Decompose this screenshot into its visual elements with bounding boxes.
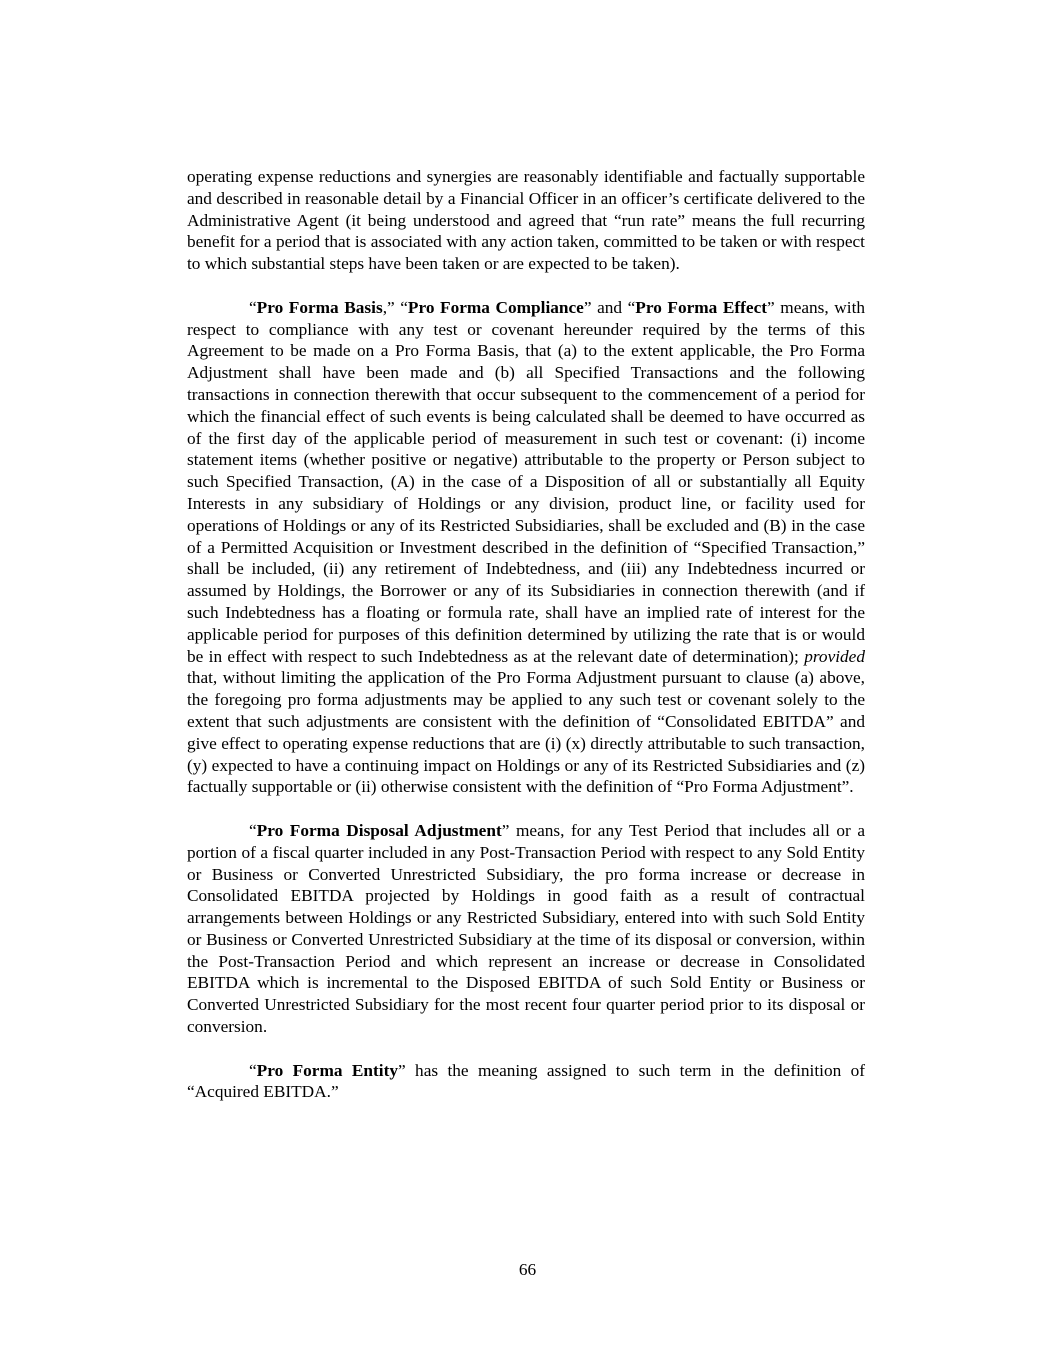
defined-term-pro-forma-basis: Pro Forma Basis	[256, 297, 383, 317]
definition-text: ” has the meaning assigned to such term in the definition of “Acquired EBITDA.”	[187, 1060, 866, 1102]
defined-term-pro-forma-compliance: Pro Forma Compliance	[407, 297, 584, 317]
italic-provided: provided	[804, 646, 865, 666]
definition-pro-forma-entity	[187, 1060, 865, 1104]
definition-text: ” means, for any Test Period that includes all or a portion of a fiscal quarter included in any Post-Transaction Period with respect to any Sold Entity or Business or Converted Unrestricted Subsidiary, the pro forma increase or decrease in Consolidated EBITDA projected by Holdings in good faith as a result of contractual arrangements between Holdings or any Restricted Subsidiary, entered into with such Sold Entity or Business or Converted Unrestricted Subsidiary at the time of its disposal or conversion, within the Post-Transaction Period and which represent an increase or decrease in Consolidated EBITDA which is incremental to the Disposed EBITDA of such Sold Entity or Business or Converted Unrestricted Subsidiary for the most recent four quarter period prior to its disposal or conversion.	[187, 820, 866, 1037]
definition-text: that, without limiting the application of the Pro Forma Adjustment pursuant to clause (a) above, the foregoing pro forma adjustments may be applied to any such test or covenant solely to the extent that such adjustments are consistent with the definition of “Consolidated EBITDA” and give effect to operating expense reductions that are (i) (x) directly attributable to such transaction, (y) expected to have a continuing impact on Holdings or any of its Restricted Subsidiaries and (z) factually supportable or (ii) otherwise consistent with the definition of “Pro Forma Adjustment”.	[187, 668, 865, 797]
quote-mark: “	[249, 297, 257, 317]
definition-text: ,” “	[382, 297, 408, 317]
paragraph-run-rate-continuation	[187, 166, 865, 275]
quote-mark: “	[249, 820, 257, 840]
defined-term-pro-forma-effect: Pro Forma Effect	[635, 297, 768, 317]
quote-mark: “	[249, 1060, 257, 1080]
page-number: 66	[518, 1260, 537, 1279]
definition-text: ” means, with respect to compliance with any test or covenant hereunder required by the terms of this Agreement to be made on a Pro Forma Basis, that (a) to the extent applicable, the Pro Forma Adjustment shall have been made and (b) all Specified Transactions and the following transactions in connection therewith that occur subsequent to the commencement of a period for which the financial effect of such events is being calculated shall be deemed to have occurred as of the first day of the applicable period of measurement in such test or covenant: (i) income statement items (whether positive or negative) attributable to the property or Person subject to such Specified Transaction, (A) in the case of a Disposition of all or substantially all Equity Interests in any subsidiary of Holdings or any division, product line, or facility used for operations of Holdings or any of its Restricted Subsidiaries, shall be excluded and (B) in the case of a Permitted Acquisition or Investment described in the definition of “Specified Transaction,” shall be included, (ii) any retirement of Indebtedness, and (iii) any Indebtedness incurred or assumed by Holdings, the Borrower or any of its Subsidiaries in connection therewith (and if such Indebtedness has a floating or formula rate, shall have an implied rate of interest for the applicable period for purposes of this definition determined by utilizing the rate that is or would be in effect with respect to such Indebtedness as at the relevant date of determination);	[187, 297, 866, 666]
defined-term-pro-forma-disposal-adjustment: Pro Forma Disposal Adjustment	[256, 820, 502, 840]
paragraph-text: operating expense reductions and synergies are reasonably identifiable and factually supportable and described in reasonable detail by a Financial Officer in an officer’s certificate delivered to the Administrative Agent (it being understood and agreed that “run rate” means the full recurring benefit for a period that is associated with any action taken, committed to be taken or with respect to which substantial steps have been taken or are expected to be taken).	[187, 167, 865, 274]
definition-pro-forma-basis	[187, 297, 865, 798]
definition-text: ” and “	[583, 297, 636, 317]
definition-pro-forma-disposal-adjustment	[187, 820, 865, 1038]
document-body	[187, 166, 865, 1125]
defined-term-pro-forma-entity: Pro Forma Entity	[256, 1060, 398, 1080]
